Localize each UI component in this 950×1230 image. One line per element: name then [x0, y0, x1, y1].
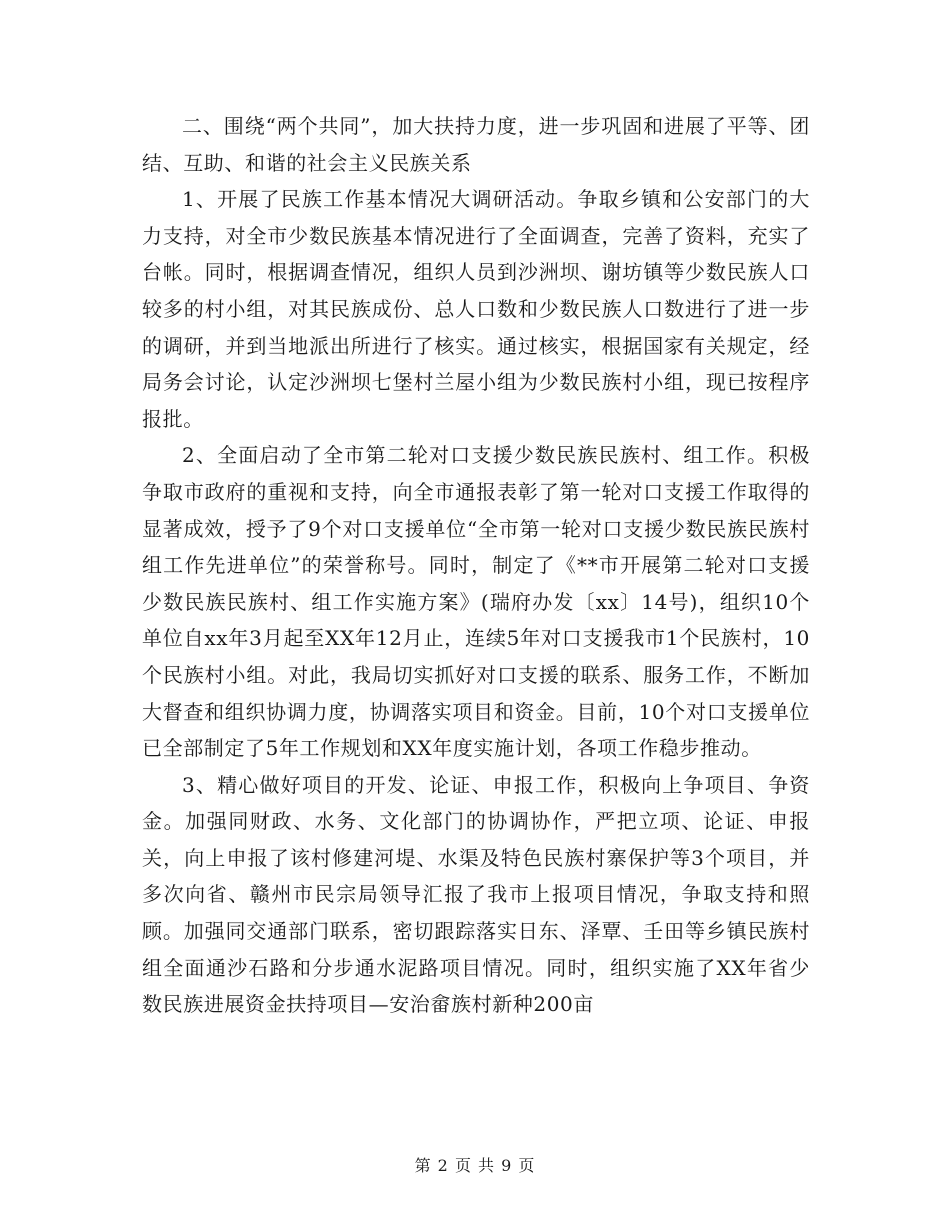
body-paragraph-1: 1、开展了民族工作基本情况大调研活动。争取乡镇和公安部门的大力支持，对全市少数民族基本情况进行了全面调查，完善了资料，充实了台帐。同时，根据调查情况，组织人员到沙洲坝、谢坊镇等少数民族人口较多的村小组，对其民族成份、总人口数和少数民族人口数进行了进一步的调研，并到当地派出所进行了核实。通过核实，根据国家有关规定，经局务会讨论，认定沙洲坝七堡村兰屋小组为少数民族村小组，现已按程序报批。	[142, 187, 810, 431]
page-number-footer: 第 2 页 共 9 页	[414, 1156, 536, 1175]
document-body	[142, 108, 810, 1023]
body-paragraph-2: 2、全面启动了全市第二轮对口支援少数民族民族村、组工作。积极争取市政府的重视和支持，向全市通报表彰了第一轮对口支援工作取得的显著成效，授予了9个对口支援单位“全市第一轮对口支援少数民族民族村组工作先进单位”的荣誉称号。同时，制定了《**市开展第二轮对口支援少数民族民族村、组工作实施方案》(瑞府办发〔xx〕14号)，组织10个单位自xx年3月起至XX年12月止，连续5年对口支援我市1个民族村，10个民族村小组。对此，我局切实抓好对口支援的联系、服务工作，不断加大督查和组织协调力度，协调落实项目和资金。目前，10个对口支援单位已全部制定了5年工作规划和XX年度实施计划，各项工作稳步推动。	[142, 443, 810, 761]
body-paragraph-3: 3、精心做好项目的开发、论证、申报工作，积极向上争项目、争资金。加强同财政、水务、文化部门的协调协作，严把立项、论证、申报关，向上申报了该村修建河堤、水渠及特色民族村寨保护等3个项目，并多次向省、赣州市民宗局领导汇报了我市上报项目情况，争取支持和照顾。加强同交通部门联系，密切跟踪落实日东、泽覃、壬田等乡镇民族村组全面通沙石路和分步通水泥路项目情况。同时，组织实施了XX年省少数民族进展资金扶持项目—安治畲族村新种200亩	[142, 772, 810, 1017]
section-heading-paragraph: 二、围绕“两个共同”，加大扶持力度，进一步巩固和进展了平等、团结、互助、和谐的社会主义民族关系	[142, 114, 810, 175]
